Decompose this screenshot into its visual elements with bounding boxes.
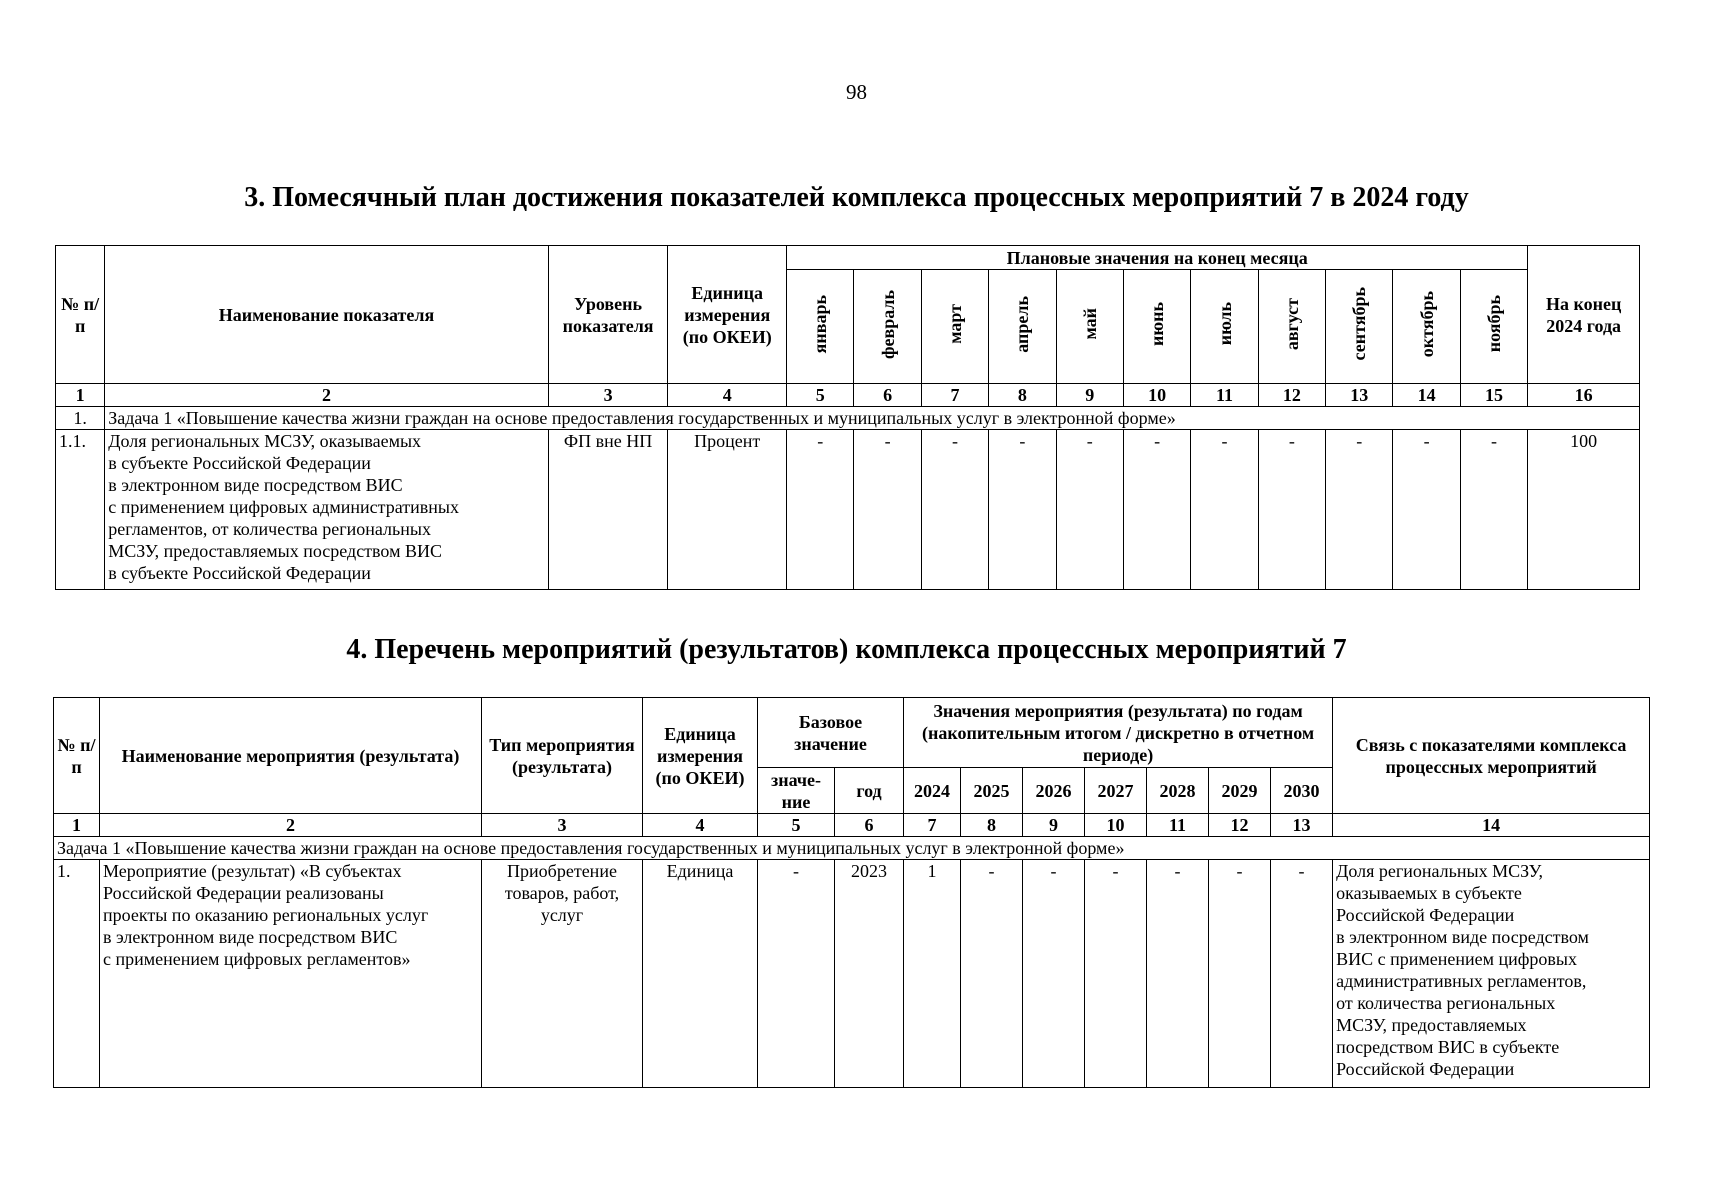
table-row xyxy=(54,860,1650,1088)
header-end-year: На конец 2024 года xyxy=(1528,246,1640,384)
month-header: февраль xyxy=(854,270,921,384)
month-header: апрель xyxy=(989,270,1056,384)
header-unit: Единица измерения (по ОКЕИ) xyxy=(668,246,787,384)
col-number: 5 xyxy=(758,814,835,837)
year-header: 2028 xyxy=(1147,768,1209,814)
col-number: 10 xyxy=(1123,384,1190,407)
header-base: Базовое значение xyxy=(758,698,904,768)
month-header: октябрь xyxy=(1393,270,1460,384)
col-number: 4 xyxy=(668,384,787,407)
header-base-value: значе-ние xyxy=(758,768,835,814)
year-header: 2029 xyxy=(1209,768,1271,814)
month-header: ноябрь xyxy=(1460,270,1527,384)
month-header: май xyxy=(1056,270,1123,384)
task-num: 1. xyxy=(56,407,105,430)
year-header: 2027 xyxy=(1085,768,1147,814)
month-header: июль xyxy=(1191,270,1258,384)
base-year: 2023 xyxy=(835,860,904,1088)
indicator-level: ФП вне НП xyxy=(548,430,668,590)
col-number: 12 xyxy=(1209,814,1271,837)
col-number: 10 xyxy=(1085,814,1147,837)
col-number: 1 xyxy=(54,814,100,837)
year-value: - xyxy=(1147,860,1209,1088)
col-number: 2 xyxy=(105,384,548,407)
col-number: 8 xyxy=(989,384,1056,407)
col-number: 11 xyxy=(1147,814,1209,837)
month-value: - xyxy=(921,430,988,590)
header-base-year: год xyxy=(835,768,904,814)
activities-table xyxy=(53,697,1650,1088)
task-row xyxy=(56,407,1640,430)
section-4-title: 4. Перечень мероприятий (результатов) комплекса процессных мероприятий 7 xyxy=(346,634,1347,665)
col-number: 16 xyxy=(1528,384,1640,407)
col-number: 15 xyxy=(1460,384,1527,407)
year-header: 2030 xyxy=(1271,768,1333,814)
monthly-plan-table xyxy=(55,245,1640,590)
month-header: сентябрь xyxy=(1326,270,1393,384)
year-value: - xyxy=(1209,860,1271,1088)
col-number: 7 xyxy=(904,814,961,837)
col-number: 3 xyxy=(482,814,643,837)
header-unit: Единица измерения (по ОКЕИ) xyxy=(643,698,758,814)
month-header: август xyxy=(1258,270,1325,384)
col-number: 13 xyxy=(1326,384,1393,407)
month-header: июнь xyxy=(1123,270,1190,384)
month-value: - xyxy=(787,430,854,590)
section-3-title: 3. Помесячный план достижения показателей комплекса процессных мероприятий 7 в 2024 году xyxy=(244,182,1469,213)
month-value: - xyxy=(1056,430,1123,590)
col-number: 9 xyxy=(1023,814,1085,837)
linked-indicator: Доля региональных МСЗУ, оказываемых в субъекте Российской Федерации в электронном виде посредством ВИС с применением цифровых административных регламентов, от количества региональных МСЗУ, предоставляемых посредством ВИС в субъекте Российской Федерации xyxy=(1333,860,1650,1088)
activity-name: Мероприятие (результат) «В субъектах Российской Федерации реализованы проекты по оказанию региональных услуг в электронном виде посредством ВИС с применением цифровых регламентов» xyxy=(100,860,482,1088)
month-value: - xyxy=(854,430,921,590)
column-number-row xyxy=(54,814,1650,837)
header-type: Тип мероприятия (результата) xyxy=(482,698,643,814)
month-header: январь xyxy=(787,270,854,384)
year-value: - xyxy=(1085,860,1147,1088)
col-number: 12 xyxy=(1258,384,1325,407)
col-number: 7 xyxy=(921,384,988,407)
header-activity-name: Наименование мероприятия (результата) xyxy=(100,698,482,814)
indicator-unit: Процент xyxy=(668,430,787,590)
base-value: - xyxy=(758,860,835,1088)
col-number: 9 xyxy=(1056,384,1123,407)
col-number: 2 xyxy=(100,814,482,837)
month-value: - xyxy=(989,430,1056,590)
header-num: № п/п xyxy=(56,246,105,384)
col-number: 6 xyxy=(854,384,921,407)
page-number: 98 xyxy=(846,80,867,104)
header-num: № п/п xyxy=(54,698,100,814)
activity-unit: Единица xyxy=(643,860,758,1088)
header-planned-values: Плановые значения на конец месяца xyxy=(787,246,1528,270)
month-value: - xyxy=(1191,430,1258,590)
month-value: - xyxy=(1123,430,1190,590)
row-num: 1.1. xyxy=(56,430,105,590)
col-number: 13 xyxy=(1271,814,1333,837)
year-header: 2026 xyxy=(1023,768,1085,814)
year-header: 2024 xyxy=(904,768,961,814)
month-value: - xyxy=(1258,430,1325,590)
month-value: - xyxy=(1393,430,1460,590)
row-num: 1. xyxy=(54,860,100,1088)
year-value: - xyxy=(1271,860,1333,1088)
year-value: - xyxy=(961,860,1023,1088)
task-text: Задача 1 «Повышение качества жизни граждан на основе предоставления государственных и муниципальных услуг в электронной форме» xyxy=(105,407,1640,430)
header-values-by-year: Значения мероприятия (результата) по годам (накопительным итогом / дискретно в отчетном периоде) xyxy=(904,698,1333,768)
year-value: 1 xyxy=(904,860,961,1088)
year-value: - xyxy=(1023,860,1085,1088)
header-indicator-name: Наименование показателя xyxy=(105,246,548,384)
column-number-row xyxy=(56,384,1640,407)
col-number: 8 xyxy=(961,814,1023,837)
col-number: 14 xyxy=(1333,814,1650,837)
col-number: 14 xyxy=(1393,384,1460,407)
month-value: - xyxy=(1460,430,1527,590)
col-number: 5 xyxy=(787,384,854,407)
header-link: Связь с показателями комплекса процессных мероприятий xyxy=(1333,698,1650,814)
header-level: Уровень показателя xyxy=(548,246,668,384)
indicator-name: Доля региональных МСЗУ, оказываемых в субъекте Российской Федерации в электронном виде посредством ВИС с применением цифровых административных регламентов, от количества региональных МСЗУ, предоставляемых посредством ВИС в субъекте Российской Федерации xyxy=(105,430,548,590)
col-number: 6 xyxy=(835,814,904,837)
month-value: - xyxy=(1326,430,1393,590)
col-number: 4 xyxy=(643,814,758,837)
month-header: март xyxy=(921,270,988,384)
end-year-value: 100 xyxy=(1528,430,1640,590)
task-text: Задача 1 «Повышение качества жизни граждан на основе предоставления государственных и муниципальных услуг в электронной форме» xyxy=(54,837,1650,860)
task-row xyxy=(54,837,1650,860)
col-number: 3 xyxy=(548,384,668,407)
table-row xyxy=(56,430,1640,590)
col-number: 1 xyxy=(56,384,105,407)
col-number: 11 xyxy=(1191,384,1258,407)
activity-type: Приобретение товаров, работ, услуг xyxy=(482,860,643,1088)
year-header: 2025 xyxy=(961,768,1023,814)
